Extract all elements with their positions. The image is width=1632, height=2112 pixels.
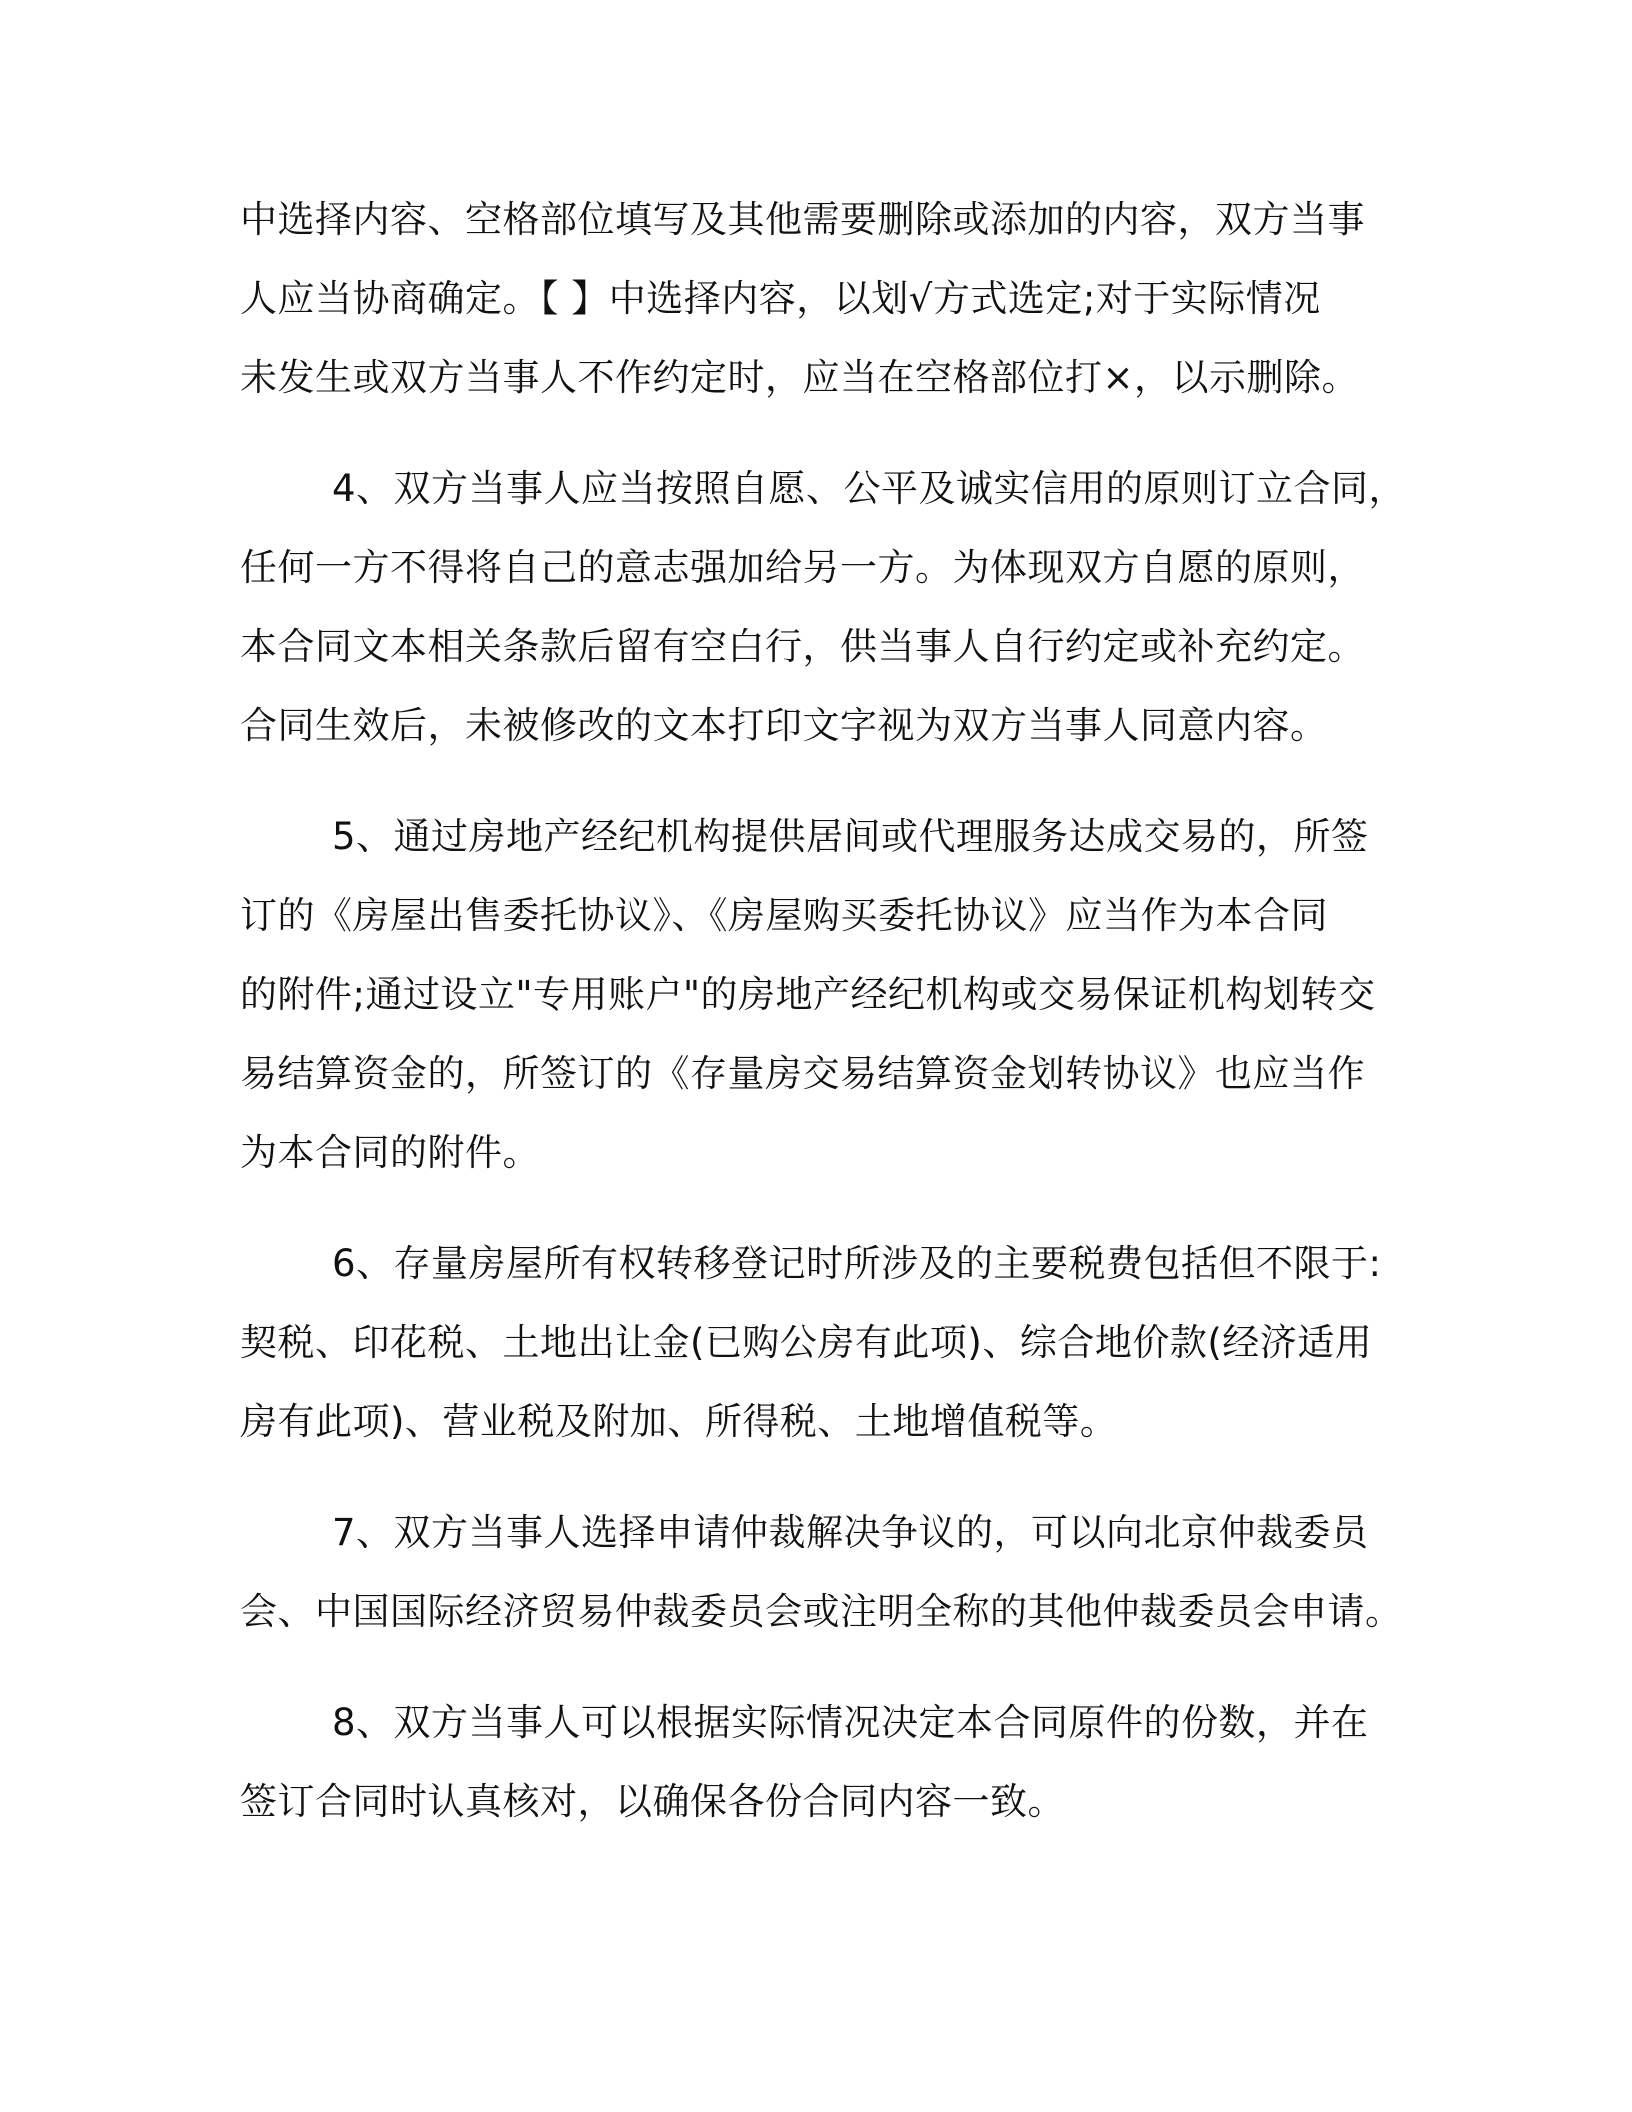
paragraph-8-line-1: 8、双方当事人可以根据实际情况决定本合同原件的份数，并在 [332,1701,1369,1744]
paragraph-5-line-4: 易结算资金的，所签订的《存量房交易结算资金划转协议》也应当作 [240,1052,1365,1095]
paragraph-7-line-1: 7、双方当事人选择申请仲裁解决争议的，可以向北京仲裁委员 [332,1511,1369,1554]
document-body [240,180,1407,1841]
paragraph-gap [240,765,1390,797]
paragraph-gap [240,417,1390,449]
paragraph-gap [240,1192,1390,1224]
paragraph-6-line-1: 6、存量房屋所有权转移登记时所涉及的主要税费包括但不限于: [332,1242,1382,1285]
paragraph-6-line-3: 房有此项)、营业税及附加、所得税、土地增值税等。 [240,1400,1118,1443]
paragraph-7-line-2: 会、中国国际经济贸易仲裁委员会或注明全称的其他仲裁委员会申请。 [240,1590,1403,1633]
paragraph-4-line-4: 合同生效后，未被修改的文本打印文字视为双方当事人同意内容。 [240,704,1328,747]
paragraph-6-line-2: 契税、印花税、土地出让金(已购公房有此项)、综合地价款(经济适用 [240,1321,1373,1364]
paragraph-3-line-1: 中选择内容、空格部位填写及其他需要删除或添加的内容，双方当事 [240,198,1365,241]
paragraph-3-line-2: 人应当协商确定。【 】中选择内容，以划√方式选定;对于实际情况 [240,277,1321,320]
paragraph-4-line-1: 4、双方当事人应当按照自愿、公平及诚实信用的原则订立合同， [332,467,1407,510]
paragraph-5-line-5: 为本合同的附件。 [240,1131,540,1174]
paragraph-gap [240,1461,1390,1493]
paragraph-8-line-2: 签订合同时认真核对，以确保各份合同内容一致。 [240,1780,1065,1823]
paragraph-4-line-3: 本合同文本相关条款后留有空白行，供当事人自行约定或补充约定。 [240,625,1365,668]
paragraph-5-line-3: 的附件;通过设立"专用账户"的房地产经纪机构或交易保证机构划转交 [240,973,1376,1016]
paragraph-3-line-3: 未发生或双方当事人不作约定时，应当在空格部位打×，以示删除。 [240,356,1360,399]
paragraph-4-line-2: 任何一方不得将自己的意志强加给另一方。为体现双方自愿的原则， [240,546,1365,589]
paragraph-gap [240,1651,1390,1683]
paragraph-5-line-1: 5、通过房地产经纪机构提供居间或代理服务达成交易的，所签 [332,815,1369,858]
paragraph-5-line-2: 订的《房屋出售委托协议》、《房屋购买委托协议》应当作为本合同 [240,894,1328,937]
